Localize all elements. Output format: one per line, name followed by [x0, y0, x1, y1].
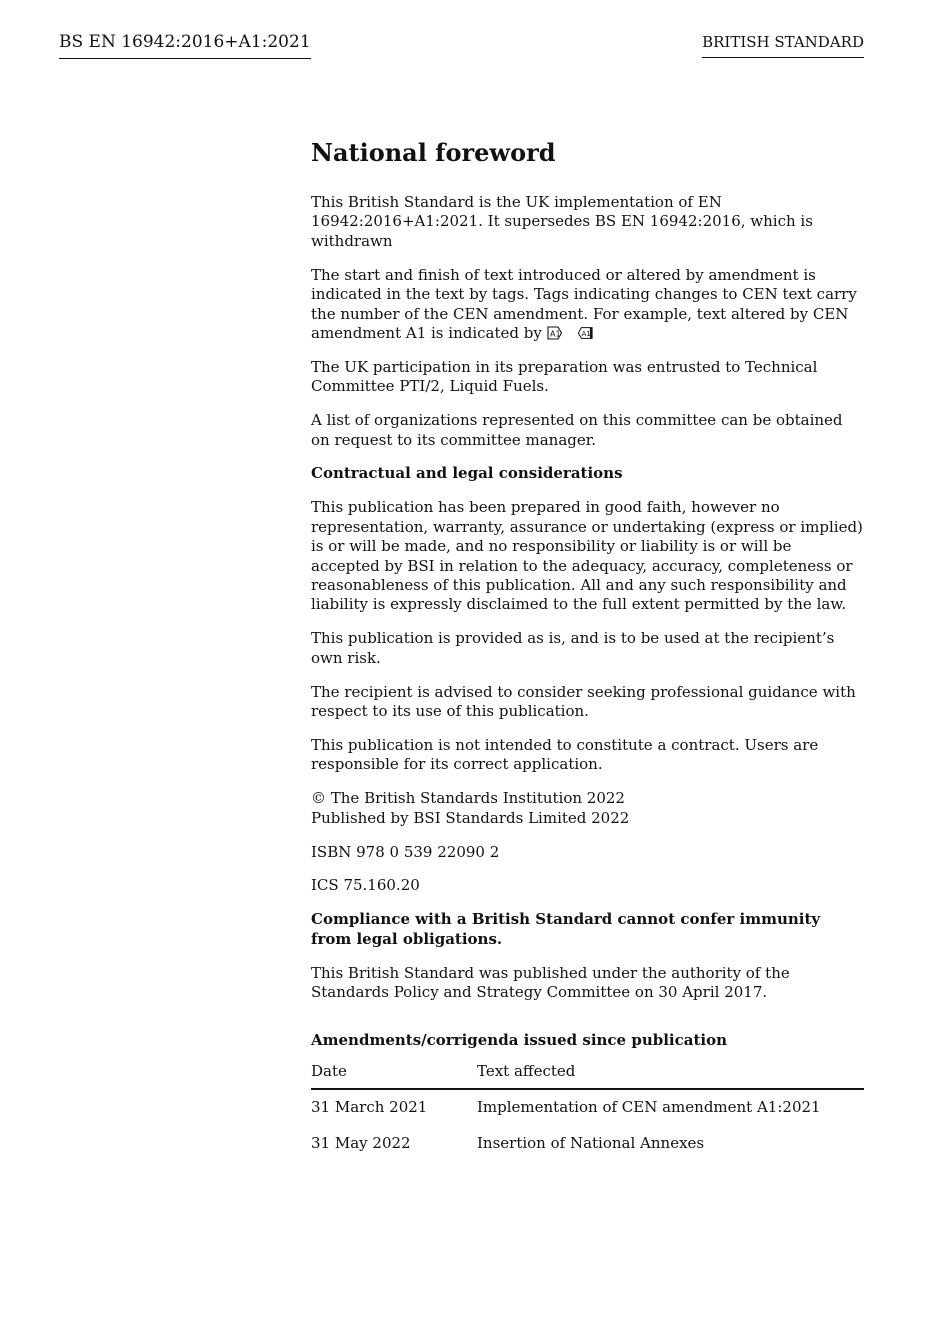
table-header-row — [311, 1058, 864, 1089]
amendment-text: Insertion of National Annexes — [477, 1133, 705, 1152]
amendment-text: Implementation of CEN amendment A1:2021 — [477, 1097, 821, 1116]
paragraph-risk: This publication is provided as is, and is to be used at the recipient’s own risk. — [311, 629, 835, 667]
paragraph-guidance: The recipient is advised to consider seeking professional guidance with respect to its use of this publication. — [311, 682, 856, 721]
copyright-line: © The British Standards Institution 2022 — [311, 789, 625, 808]
compliance-notice: Compliance with a British Standard cannot confer immunity from legal obligations. — [311, 910, 821, 948]
paragraph-contract: This publication is not intended to constitute a contract. Users are responsible for its correct application. — [311, 735, 819, 774]
table-row — [311, 1089, 864, 1126]
document-type: BRITISH STANDARD — [702, 32, 864, 58]
amendment-date: 31 May 2022 — [311, 1133, 411, 1152]
ics: ICS 75.160.20 — [311, 876, 420, 895]
column-header-text-affected: Text affected — [477, 1058, 864, 1089]
amendment-start-tag-icon — [547, 326, 563, 340]
amendments-heading: Amendments/corrigenda issued since publication — [311, 1030, 727, 1049]
document-id: BS EN 16942:2016+A1:2021 — [59, 31, 311, 59]
foreword-content — [311, 138, 864, 1162]
column-header-date: Date — [311, 1058, 477, 1089]
paragraph-amendment-tags — [311, 266, 864, 344]
paragraph-committee: The UK participation in its preparation was entrusted to Technical Committee PTI/2, Liquid Fuels. — [311, 357, 818, 396]
page-title: National foreword — [311, 138, 556, 167]
svg-text:A1: A1 — [549, 329, 561, 339]
amendment-end-tag-icon — [577, 326, 593, 340]
paragraph-implementation: This British Standard is the UK implementation of EN 16942:2016+A1:2021. It supersedes BS EN 16942:2016, which is withdrawn — [311, 193, 813, 250]
isbn: ISBN 978 0 539 22090 2 — [311, 842, 500, 861]
paragraph-disclaimer: This publication has been prepared in good faith, however no representation, warranty, assurance or undertaking (express or implied) is or will be made, and no responsibility or liability is or will be accepted by BSI in relation to the adequacy, accuracy, completeness or reasonableness of this publication. All and any such responsibility and liability is expressly disclaimed to the full extent permitted by the law. — [311, 498, 863, 614]
paragraph-authority: This British Standard was published under the authority of the Standards Policy and Strategy Committee on 30 April 2017. — [311, 963, 790, 1002]
amendment-date: 31 March 2021 — [311, 1097, 428, 1116]
paragraph-organizations: A list of organizations represented on this committee can be obtained on request to its committee manager. — [311, 411, 843, 449]
paragraph-amendment-tags-text: The start and finish of text introduced or altered by amendment is indicated in the text by tags. Tags indicating changes to CEN text carry the number of the CEN amendment. For example, text altered by CEN amendment A1 is indicated by — [311, 265, 857, 342]
heading-contractual: Contractual and legal considerations — [311, 464, 623, 483]
amendments-table — [311, 1058, 864, 1162]
copyright-block — [311, 789, 864, 828]
svg-text:A1: A1 — [581, 329, 591, 339]
publisher-line: Published by BSI Standards Limited 2022 — [311, 808, 630, 827]
table-row — [311, 1126, 864, 1162]
